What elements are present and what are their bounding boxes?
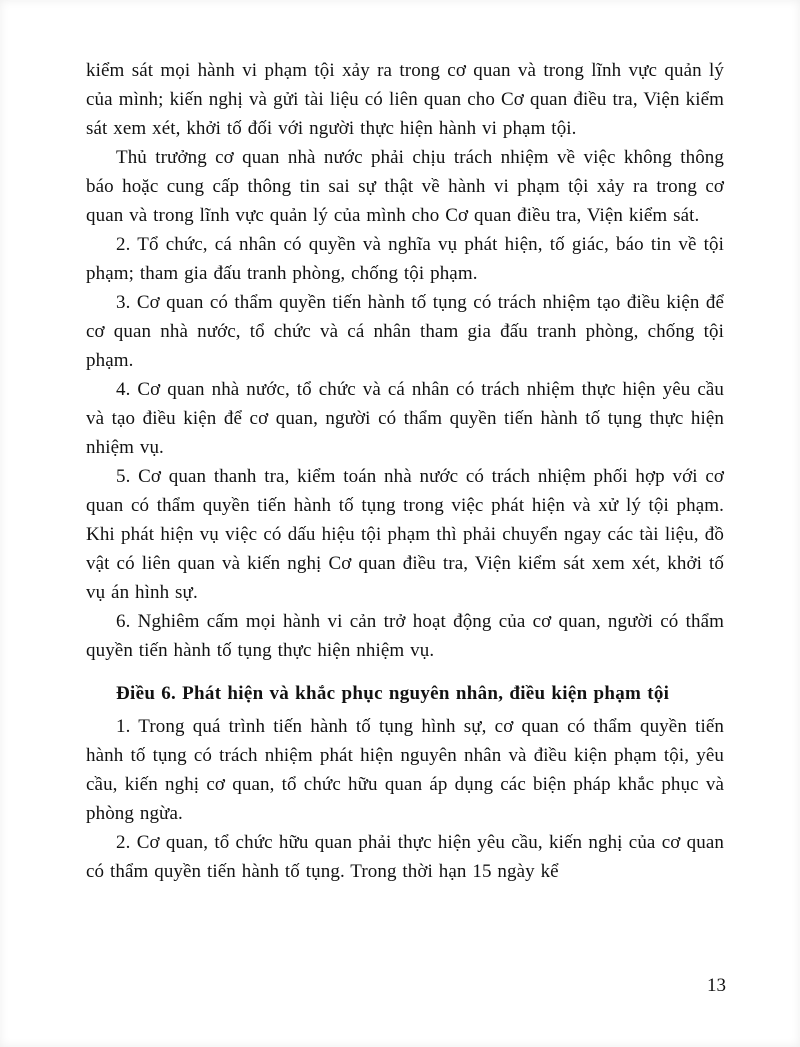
paragraph: 2. Tổ chức, cá nhân có quyền và nghĩa vụ phát hiện, tố giác, báo tin về tội phạm; tham gia đấu tranh phòng, chống tội phạm. <box>86 234 724 284</box>
paragraph: 6. Nghiêm cấm mọi hành vi cản trở hoạt động của cơ quan, người có thẩm quyền tiến hành tố tụng thực hiện nhiệm vụ. <box>86 611 724 661</box>
paragraph: 1. Trong quá trình tiến hành tố tụng hình sự, cơ quan có thẩm quyền tiến hành tố tụng có trách nhiệm phát hiện nguyên nhân và điều kiện phạm tội, yêu cầu, kiến nghị cơ quan, tổ chức hữu quan áp dụng các biện pháp khắc phục và phòng ngừa. <box>86 716 724 824</box>
paragraph: 3. Cơ quan có thẩm quyền tiến hành tố tụng có trách nhiệm tạo điều kiện để cơ quan nhà nước, tổ chức và cá nhân tham gia đấu tranh phòng, chống tội phạm. <box>86 292 724 371</box>
paragraph: Thủ trưởng cơ quan nhà nước phải chịu trách nhiệm về việc không thông báo hoặc cung cấp thông tin sai sự thật về hành vi phạm tội xảy ra trong cơ quan và trong lĩnh vực quản lý của mình cho Cơ quan điều tra, Viện kiểm sát. <box>86 147 724 226</box>
section-heading: Điều 6. Phát hiện và khắc phục nguyên nhân, điều kiện phạm tội <box>116 683 670 704</box>
paragraph: 4. Cơ quan nhà nước, tổ chức và cá nhân có trách nhiệm thực hiện yêu cầu và tạo điều kiện để cơ quan, người có thẩm quyền tiến hành tố tụng thực hiện nhiệm vụ. <box>86 379 724 458</box>
paragraph: 5. Cơ quan thanh tra, kiểm toán nhà nước có trách nhiệm phối hợp với cơ quan có thẩm quyền tiến hành tố tụng trong việc phát hiện và xử lý tội phạm. Khi phát hiện vụ việc có dấu hiệu tội phạm thì phải chuyển ngay các tài liệu, đồ vật có liên quan và kiến nghị Cơ quan điều tra, Viện kiểm sát xem xét, khởi tố vụ án hình sự. <box>86 466 724 603</box>
page-number: 13 <box>707 975 726 996</box>
paragraph: kiểm sát mọi hành vi phạm tội xảy ra trong cơ quan và trong lĩnh vực quản lý của mình; kiến nghị và gửi tài liệu có liên quan cho Cơ quan điều tra, Viện kiểm sát xem xét, khởi tố đối với người thực hiện hành vi phạm tội. <box>86 60 724 139</box>
page-body-text <box>86 56 724 886</box>
paragraph: 2. Cơ quan, tổ chức hữu quan phải thực hiện yêu cầu, kiến nghị của cơ quan có thẩm quyền tiến hành tố tụng. Trong thời hạn 15 ngày kể <box>86 832 724 882</box>
